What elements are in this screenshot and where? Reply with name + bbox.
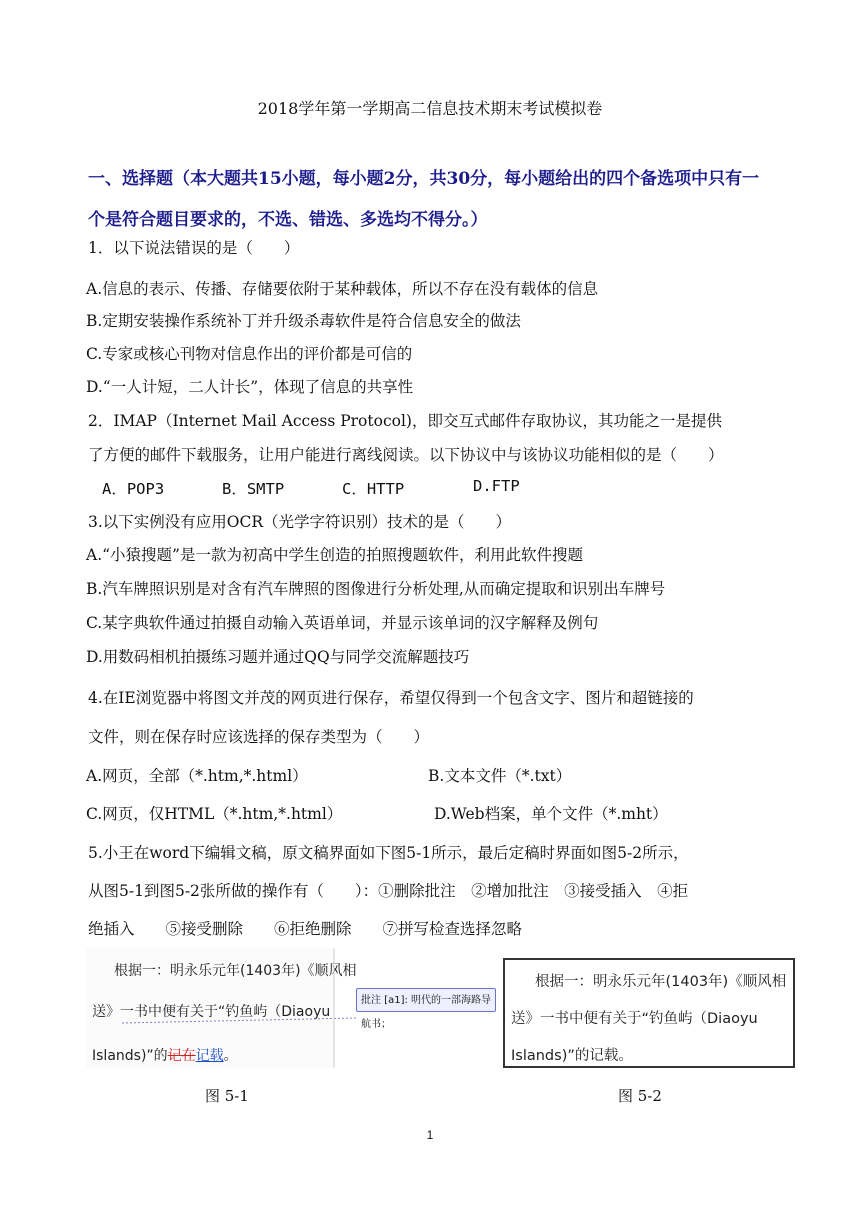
question-1-option-d: D.“一人计短，二人计长”，体现了信息的共享性 bbox=[86, 378, 414, 396]
question-2-option-c: C．HTTP bbox=[342, 480, 405, 498]
figure-5-2-line3: Islands)”的记载。 bbox=[511, 1048, 633, 1064]
figure-5-1-inserted-text: 记载 bbox=[195, 1048, 224, 1064]
figure-5-1 bbox=[86, 948, 498, 1072]
figure-5-1-deleted-text: 记在 bbox=[167, 1048, 196, 1064]
figure-5-2-caption: 图 5-2 bbox=[618, 1087, 662, 1105]
section-heading-line2: 个是符合题目要求的，不选、错选、多选均不得分。） bbox=[88, 210, 488, 230]
question-3-option-d: D.用数码相机拍摄练习题并通过QQ与同学交流解题技巧 bbox=[86, 648, 470, 666]
figure-5-1-line2: 送》一书中便有关于“钓鱼屿（Diaoyu bbox=[92, 1004, 331, 1020]
question-2-stem-line2: 了方便的邮件下载服务，让用户能进行离线阅读。以下协议中与该协议功能相似的是（ ） bbox=[88, 446, 724, 464]
figure-5-1-line1: 根据一：明永乐元年(1403年)《顺风相 bbox=[114, 963, 357, 979]
question-3-stem: 3.以下实例没有应用OCR（光学字符识别）技术的是（ ） bbox=[88, 513, 512, 531]
question-2-option-a: A．POP3 bbox=[102, 480, 165, 498]
figure-5-2-line1: 根据一：明永乐元年(1403年)《顺风相 bbox=[535, 974, 787, 990]
figure-5-2-line2: 送》一书中便有关于“钓鱼屿（Diaoyu bbox=[511, 1011, 758, 1027]
question-3-option-a: A.“小猿搜题”是一款为初高中学生创造的拍照搜题软件，利用此软件搜题 bbox=[86, 546, 583, 564]
question-5-stem-line2: 从图5-1到图5-2张所做的操作有（ ）：①删除批注 ②增加批注 ③接受插入 ④拒 bbox=[88, 882, 689, 900]
question-1-stem: 1．以下说法错误的是（ ） bbox=[88, 239, 300, 257]
question-2-option-d: D.FTP bbox=[473, 477, 520, 495]
figure-5-1-line3-prefix: Islands)”的 bbox=[92, 1048, 168, 1064]
question-1-option-b: B.定期安装操作系统补丁并升级杀毒软件是符合信息安全的做法 bbox=[86, 312, 521, 330]
figure-5-1-line3-suffix: 。 bbox=[223, 1048, 238, 1064]
question-2-stem-line1: 2．IMAP（Internet Mail Access Protocol)，即交互式邮件存取协议，其功能之一是提供 bbox=[88, 412, 722, 430]
question-5-stem-line1: 5.小王在word下编辑文稿，原文稿界面如下图5-1所示，最后定稿时界面如图5-2所示， bbox=[88, 844, 689, 862]
figure-5-1-comment-balloon: 批注 [a1]: 明代的一部海路导航书； bbox=[356, 988, 496, 1012]
figure-5-2 bbox=[503, 958, 795, 1068]
question-4-option-d: D.Web档案，单个文件（*.mht） bbox=[434, 805, 668, 823]
question-4-option-b: B.文本文件（*.txt） bbox=[428, 767, 572, 785]
question-4-stem-line1: 4.在IE浏览器中将图文并茂的网页进行保存，希望仅得到一个包含文字、图片和超链接的 bbox=[88, 689, 694, 707]
question-1-option-c: C.专家或核心刊物对信息作出的评价都是可信的 bbox=[86, 345, 413, 363]
question-4-option-c: C.网页，仅HTML（*.htm,*.html） bbox=[86, 805, 343, 823]
question-5-stem-line3: 绝插入 ⑤接受删除 ⑥拒绝删除 ⑦拼写检查选择忽略 bbox=[88, 920, 523, 938]
question-3-option-c: C.某字典软件通过拍摄自动输入英语单词，并显示该单词的汉字解释及例句 bbox=[86, 614, 599, 632]
section-heading-line1: 一、选择题（本大题共15小题，每小题2分，共30分，每小题给出的四个备选项中只有一 bbox=[88, 169, 760, 189]
question-1-option-a: A.信息的表示、传播、存储要依附于某种载体，所以不存在没有载体的信息 bbox=[86, 280, 599, 298]
question-2-option-b: B．SMTP bbox=[222, 480, 285, 498]
question-4-option-a: A.网页，全部（*.htm,*.html） bbox=[86, 767, 308, 785]
question-3-option-b: B.汽车牌照识别是对含有汽车牌照的图像进行分析处理,从而确定提取和识别出车牌号 bbox=[86, 580, 666, 598]
page-title: 2018学年第一学期高二信息技术期末考试模拟卷 bbox=[257, 99, 603, 118]
figure-5-1-caption: 图 5-1 bbox=[205, 1087, 249, 1105]
question-4-stem-line2: 文件，则在保存时应该选择的保存类型为（ ） bbox=[88, 728, 430, 746]
page-number: 1 bbox=[426, 1128, 434, 1142]
